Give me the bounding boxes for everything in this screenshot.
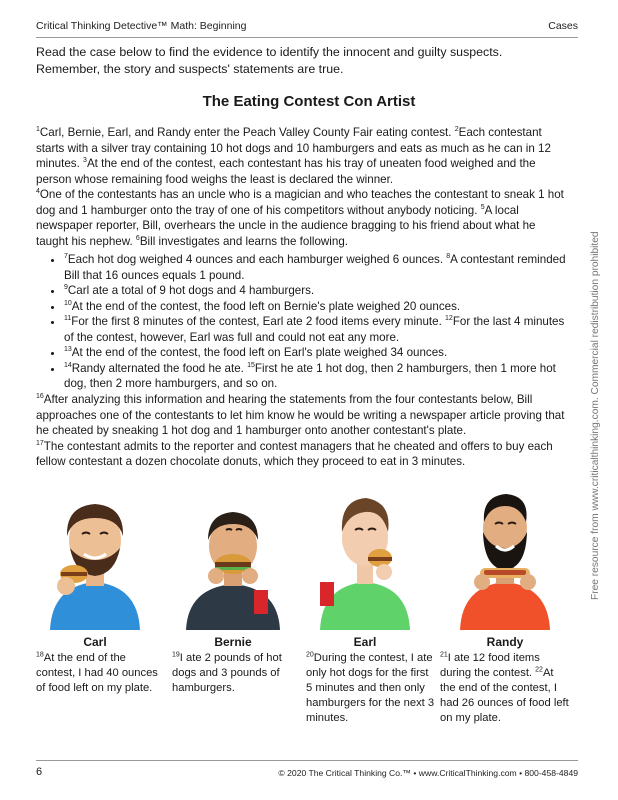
list-item: • $^{13}$At the end of the contest, the food left on Earl's plate weighed 34 ounces. bbox=[64, 345, 572, 361]
carl-illustration bbox=[30, 478, 160, 630]
suspect-statement-carl: $^{18}$At the end of the contest, I had 40 ounces of food left on my plate. bbox=[36, 651, 158, 694]
list-item: • $^{10}$At the end of the contest, the food left on Bernie's plate weighed 20 ounces. bbox=[64, 299, 572, 315]
randy-illustration bbox=[440, 478, 570, 630]
header-section: Cases bbox=[548, 20, 578, 32]
evidence-list bbox=[48, 252, 572, 392]
header-title: Critical Thinking Detective™ Math: Beginning bbox=[36, 20, 247, 32]
earl-illustration bbox=[300, 478, 430, 630]
footer-divider bbox=[36, 760, 578, 761]
list-item: • $^{11}$For the first 8 minutes of the contest, Earl ate 2 food items every minute. $^{12}$For the last 4 minutes of the contest, however, Earl was full and could not eat any more. bbox=[64, 314, 572, 345]
redistribution-notice: Free resource from www.criticalthinking.com. Commercial redistribution prohibited bbox=[590, 231, 601, 600]
suspect-name-carl: Carl bbox=[83, 635, 107, 649]
suspect-name-earl: Earl bbox=[353, 635, 377, 649]
conclusion-paragraph: $^{16}$After analyzing this information and hearing the statements from the four contestants below, Bill approaches one of the contestants to let him know he would be writing a newspaper article proving that he cheated by sneaking 1 hot dog and 1 hamburger onto another contestant's plate. $^{17}$The contestant admits to the reporter and contest managers that he cheated and offers to buy each fellow contestant a dozen chocolate donuts, which they proceed to eat in 3 minutes. bbox=[36, 393, 565, 468]
copyright: © 2020 The Critical Thinking Co.™ • www.CriticalThinking.com • 800-458-4849 bbox=[278, 768, 578, 778]
page-number: 6 bbox=[36, 766, 43, 778]
suspect-statement-randy: $^{21}$I ate 12 food items during the contest. $^{22}$At the end of the contest, I had 26 ounces of food left on my plate. bbox=[440, 651, 569, 724]
list-item: • $^9$Carl ate a total of 9 hot dogs and 4 hamburgers. bbox=[64, 283, 572, 299]
suspect-name-bernie: Bernie bbox=[214, 635, 252, 649]
suspect-statement-bernie: $^{19}$I ate 2 pounds of hot dogs and 3 pounds of hamburgers. bbox=[172, 651, 282, 694]
suspect-name-randy: Randy bbox=[486, 635, 524, 649]
list-item: • $^{14}$Randy alternated the food he ate. $^{15}$First he ate 1 hot dog, then 2 hamburgers, then 1 more hot dog, then 2 more hamburgers, and so on. bbox=[64, 361, 572, 392]
bernie-illustration bbox=[168, 478, 298, 630]
case-title: The Eating Contest Con Artist bbox=[202, 93, 416, 110]
list-item: • $^7$Each hot dog weighed 4 ounces and each hamburger weighed 6 ounces. $^8$A contestant reminded Bill that 16 ounces equals 1 pound. bbox=[64, 252, 572, 283]
instructions: Read the case below to find the evidence to identify the innocent and guilty suspects. Remember, the story and suspects' statements are true. bbox=[36, 45, 503, 76]
story-paragraph: $^1$Carl, Bernie, Earl, and Randy enter the Peach Valley County Fair eating contest. $^2$Each contestant starts with a silver tray containing 10 hot dogs and 10 hamburgers and eats as much as he can in 12 minutes. $^3$At the end of the contest, each contestant has his tray of uneaten food weighed and the person whose remaining food weighs the least is declared the winner. $^4$One of the contestants has an uncle who is a magician and who teaches the contestant to sneak 1 hot dog and 1 hamburger onto the tray of one of his competitors without anybody noticing. $^5$A local newspaper reporter, Bill, overhears the uncle in the audience bragging to his friend about what he taught his nephew. $^6$Bill investigates and learns the following. bbox=[36, 126, 564, 248]
header-divider bbox=[36, 37, 578, 38]
suspect-statement-earl: $^{20}$During the contest, I ate only hot dogs for the first 5 minutes and then only hamburgers for the next 3 minutes. bbox=[306, 651, 435, 724]
